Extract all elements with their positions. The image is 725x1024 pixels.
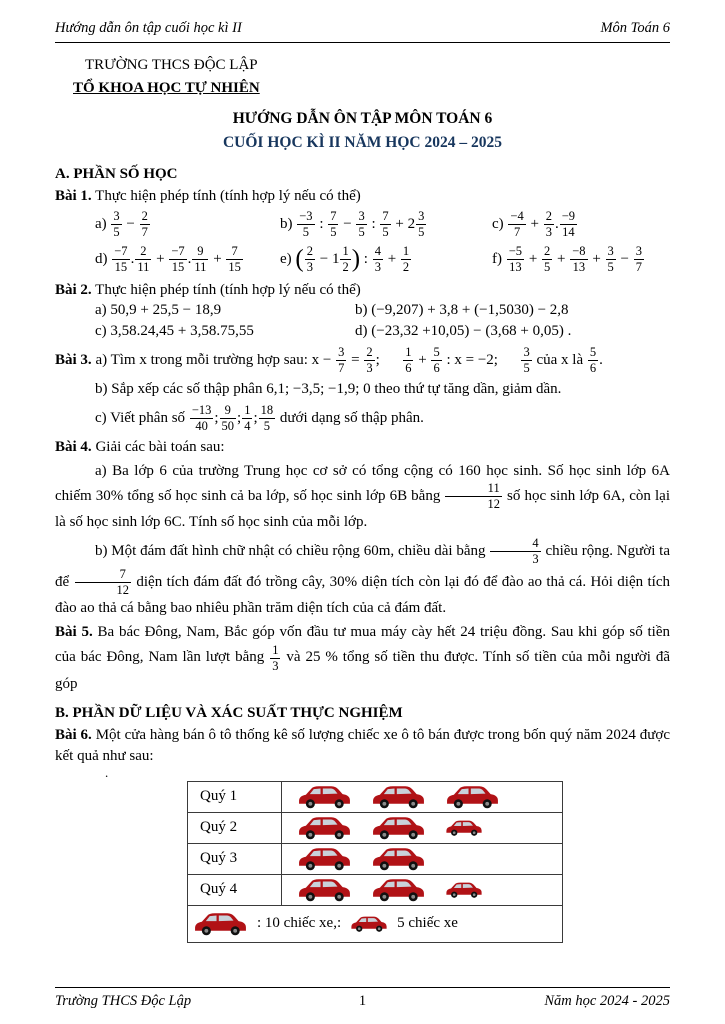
bai2-item-d: d) (−23,32 +10,05) − (3,68 + 0,05) . [355, 323, 572, 340]
bai4-intro-line [55, 437, 670, 458]
fraction: $\frac{2}{3}$ [306, 243, 313, 274]
fraction: $\frac{-5}{13}$ [508, 243, 523, 274]
footer-left-text: Trường THCS Độc Lập [55, 993, 192, 1009]
bai2-label: Bài 2. [55, 281, 92, 298]
fraction: $\frac{5}{6}$ [433, 345, 440, 376]
fraction: $\frac{4}{3}$ [374, 243, 381, 274]
legend-big-text: : 10 chiếc xe,: [257, 915, 342, 932]
bai2-item-b: b) (−9,207) + 3,8 + (−1,5030) − 2,8 [355, 302, 569, 319]
quarter-label: Quý 4 [188, 875, 282, 905]
fraction: $\frac{2}{3}$ [545, 208, 552, 239]
fraction: $\frac{9}{11}$ [194, 243, 207, 274]
table-row [188, 844, 562, 875]
fraction: $\frac{2}{11}$ [137, 243, 150, 274]
legend-small-text: 5 chiếc xe [397, 915, 458, 932]
fraction: $\frac{7}{12}$ [74, 567, 133, 598]
page-footer [55, 987, 670, 1010]
car-icon-large [370, 846, 427, 872]
footer-right-text: Năm học 2024 - 2025 [544, 993, 670, 1009]
bai1-item-d: d) $\frac{-7}{15}$ . $\frac{2}{11}$ + $\frac{-7}{15}$ . $\frac{9}{11}$ + $\frac{7}{15}$ [55, 244, 280, 275]
car-icon-small [444, 819, 484, 837]
bai3-label: Bài 3. [55, 352, 92, 369]
table-row [188, 782, 562, 813]
big-paren: ( [295, 245, 304, 273]
car-icon-small [444, 881, 484, 899]
legend-row [188, 906, 562, 942]
school-block [73, 54, 670, 99]
bai6-intro-line [55, 725, 670, 766]
fraction: $\frac{3}{5}$ [607, 243, 614, 274]
car-icon-large [296, 815, 353, 841]
quarter-label: Quý 1 [188, 782, 282, 812]
bai3-item-b: b) Sắp xếp các số thập phân 6,1; −3,5; −1,9; 0 theo thứ tự tăng dần, giảm dần. [95, 381, 562, 398]
bai1-item-a: a) $\frac{3}{5}$ − $\frac{2}{7}$ [55, 209, 280, 240]
fraction: $\frac{1}{6}$ [405, 345, 412, 376]
title-line-1: HƯỚNG DẪN ÔN TẬP MÔN TOÁN 6 [232, 110, 493, 127]
stray-dot: . [105, 764, 109, 780]
fraction: $\frac{-9}{14}$ [561, 208, 575, 239]
bai5-text: Ba bác Đông, Nam, Bắc góp vốn đầu tư mua máy cày hết 24 triệu đồng. Sau khi góp số tiền của bác Đông, Nam lần lượt bằng $\frac{1}{3}$ và 25 % tổng số tiền thu được. Tính số tiền của mỗi người đã góp [55, 623, 670, 692]
bai1-item-f: f) $\frac{-5}{13}$ + $\frac{2}{5}$ + $\frac{-8}{13}$ + $\frac{3}{5}$ − $\frac{3}{7}$ [492, 244, 670, 275]
fraction: $\frac{4}{3}$ [489, 536, 541, 567]
section-b-heading: B. PHẦN DỮ LIỆU VÀ XÁC SUẤT THỰC NGHIỆM [55, 705, 403, 722]
fraction: $\frac{3}{7}$ [338, 345, 345, 376]
bai1-item-b: b) $\frac{-3}{5}$ : $\frac{7}{5}$ − $\frac{3}{5}$ : $\frac{7}{5}$ + 2 $\frac{3}{5}$ [280, 209, 492, 240]
fraction: $\frac{-3}{5}$ [299, 208, 313, 239]
fraction: $\frac{-7}{15}$ [114, 243, 128, 274]
fraction: $\frac{3}{7}$ [635, 243, 642, 274]
fraction: $\frac{1}{2}$ [402, 243, 410, 274]
bai5-label: Bài 5. [55, 623, 93, 640]
fraction: $\frac{11}{12}$ [444, 481, 503, 512]
bai6-text: Một cửa hàng bán ô tô thống kê số lượng chiếc xe ô tô bán được trong bốn quý năm 2024 được kết quả như sau: [55, 727, 670, 764]
fraction: $\frac{5}{6}$ [589, 345, 597, 376]
bai4-item-a: a) Ba lớp 6 của trường Trung học cơ sở có tổng cộng có 160 học sinh. Số học sinh lớp 6A chiếm 30% tổng số học sinh cả ba lớp, số học sinh lớp 6B bằng $\frac{11}{12}$ số học sinh lớp 6A, còn lại là số học sinh lớp 6C. Tính số học sinh của mỗi lớp. [55, 462, 670, 531]
bai1-intro-text: Thực hiện phép tính (tính hợp lý nếu có thể) [95, 188, 361, 205]
bai2-row-1 [55, 302, 670, 319]
quarter-label: Quý 2 [188, 813, 282, 843]
car-icon-large [370, 815, 427, 841]
running-header [55, 20, 670, 43]
fraction: $\frac{-7}{15}$ [171, 243, 185, 274]
fraction: $\frac{7}{5}$ [382, 208, 389, 239]
table-row [188, 875, 562, 906]
fraction: $\frac{1}{3}$ [272, 642, 279, 673]
fraction: $\frac{3}{5}$ [358, 208, 365, 239]
bai2-intro-text: Thực hiện phép tính (tính hợp lý nếu có thể) [95, 281, 361, 298]
bai1-item-e: e) ( $\frac{2}{3}$ − 1 $\frac{1}{2}$ ) : $\frac{4}{3}$ + $\frac{1}{2}$ [280, 244, 492, 275]
footer-page-number: 1 [358, 993, 367, 1009]
car-icon-large [296, 877, 353, 903]
bai2-intro-line [55, 280, 670, 301]
fraction: $\frac{-4}{7}$ [510, 208, 524, 239]
quarter-label: Quý 3 [188, 844, 282, 874]
car-icon-large [370, 784, 427, 810]
bai1-row-2 [55, 244, 670, 275]
fraction: $\frac{3}{5}$ [523, 345, 530, 376]
table-row [188, 813, 562, 844]
fraction: $\frac{3}{5}$ [113, 208, 120, 239]
fraction: $\frac{2}{3}$ [366, 345, 373, 376]
bai2-item-a: a) 50,9 + 25,5 − 18,9 [95, 302, 222, 319]
fraction: $\frac{3}{5}$ [418, 208, 425, 239]
bai3-item-a: a) Tìm x trong mỗi trường hợp sau: x − $\frac{3}{7}$ = $\frac{2}{3}$ ; $\frac{1}{6}$ + $\frac{5}{6}$ : x = −2; $\frac{3}{5}$ của x là $\frac{5}{6}$ . [95, 345, 603, 376]
car-icons-cell [282, 844, 562, 874]
car-icon-large [192, 911, 249, 937]
school-name: TRƯỜNG THCS ĐỘC LẬP [85, 57, 258, 73]
car-icons-cell [282, 813, 562, 843]
car-icon-large [444, 784, 501, 810]
car-icon-large [296, 846, 353, 872]
bai6-label: Bài 6. [55, 727, 92, 744]
car-icon-small [349, 915, 389, 933]
section-a-heading: A. PHẦN SỐ HỌC [55, 166, 178, 183]
bai4-item-b: b) Một đám đất hình chữ nhật có chiều rộng 60m, chiều dài bằng $\frac{4}{3}$ chiều rộng. Người ta để $\frac{7}{12}$ diện tích đám đất đó trồng cây, 30% diện tích còn lại đó để đào ao thả cá. Hỏi diện tích đào ao thả cá bằng bao nhiêu phần trăm diện tích của cả đám đất. [55, 536, 671, 617]
header-left-text: Hướng dẫn ôn tập cuối học kì II [55, 20, 242, 36]
fraction: $\frac{2}{7}$ [141, 208, 148, 239]
car-icons-cell [282, 782, 562, 812]
bai3-item-c: c) Viết phân số $\frac{-13}{40}$ ; $\frac{9}{50}$ ; $\frac{1}{4}$ ; $\frac{18}{5}$ dưới dạng số thập phân. [95, 403, 424, 434]
bai4-label: Bài 4. [55, 439, 92, 456]
fraction: $\frac{-8}{13}$ [572, 243, 586, 274]
fraction: $\frac{1}{2}$ [342, 243, 349, 274]
bai1-label: Bài 1. [55, 188, 92, 205]
fraction: $\frac{2}{5}$ [544, 243, 551, 274]
fraction: $\frac{1}{4}$ [244, 403, 251, 434]
bai4-intro-text: Giải các bài toán sau: [95, 439, 225, 456]
school-department: TỔ KHOA HỌC TỰ NHIÊN [73, 79, 260, 96]
bai3-line-a [55, 345, 670, 376]
header-right-text: Môn Toán 6 [600, 20, 670, 36]
bai2-item-c: c) 3,58.24,45 + 3,58.75,55 [95, 323, 254, 340]
fraction: $\frac{18}{5}$ [260, 403, 274, 434]
fraction: $\frac{-13}{40}$ [191, 403, 212, 434]
document-title [55, 107, 670, 155]
bai1-item-c: c) $\frac{-4}{7}$ + $\frac{2}{3}$ . $\frac{-9}{14}$ [492, 209, 670, 240]
car-icon-large [296, 784, 353, 810]
big-paren: ) [351, 245, 361, 273]
bai1-intro-line [55, 186, 670, 207]
fraction: $\frac{7}{15}$ [228, 243, 241, 274]
car-icons-cell [282, 875, 562, 905]
fraction: $\frac{9}{50}$ [221, 403, 235, 434]
pictograph-table [187, 781, 563, 943]
bai5-paragraph [55, 622, 670, 694]
bai2-row-2 [55, 323, 670, 340]
fraction: $\frac{7}{5}$ [330, 208, 337, 239]
title-line-2: CUỐI HỌC KÌ II NĂM HỌC 2024 – 2025 [222, 134, 502, 152]
car-icon-large [370, 877, 427, 903]
bai1-row-1 [55, 209, 670, 240]
